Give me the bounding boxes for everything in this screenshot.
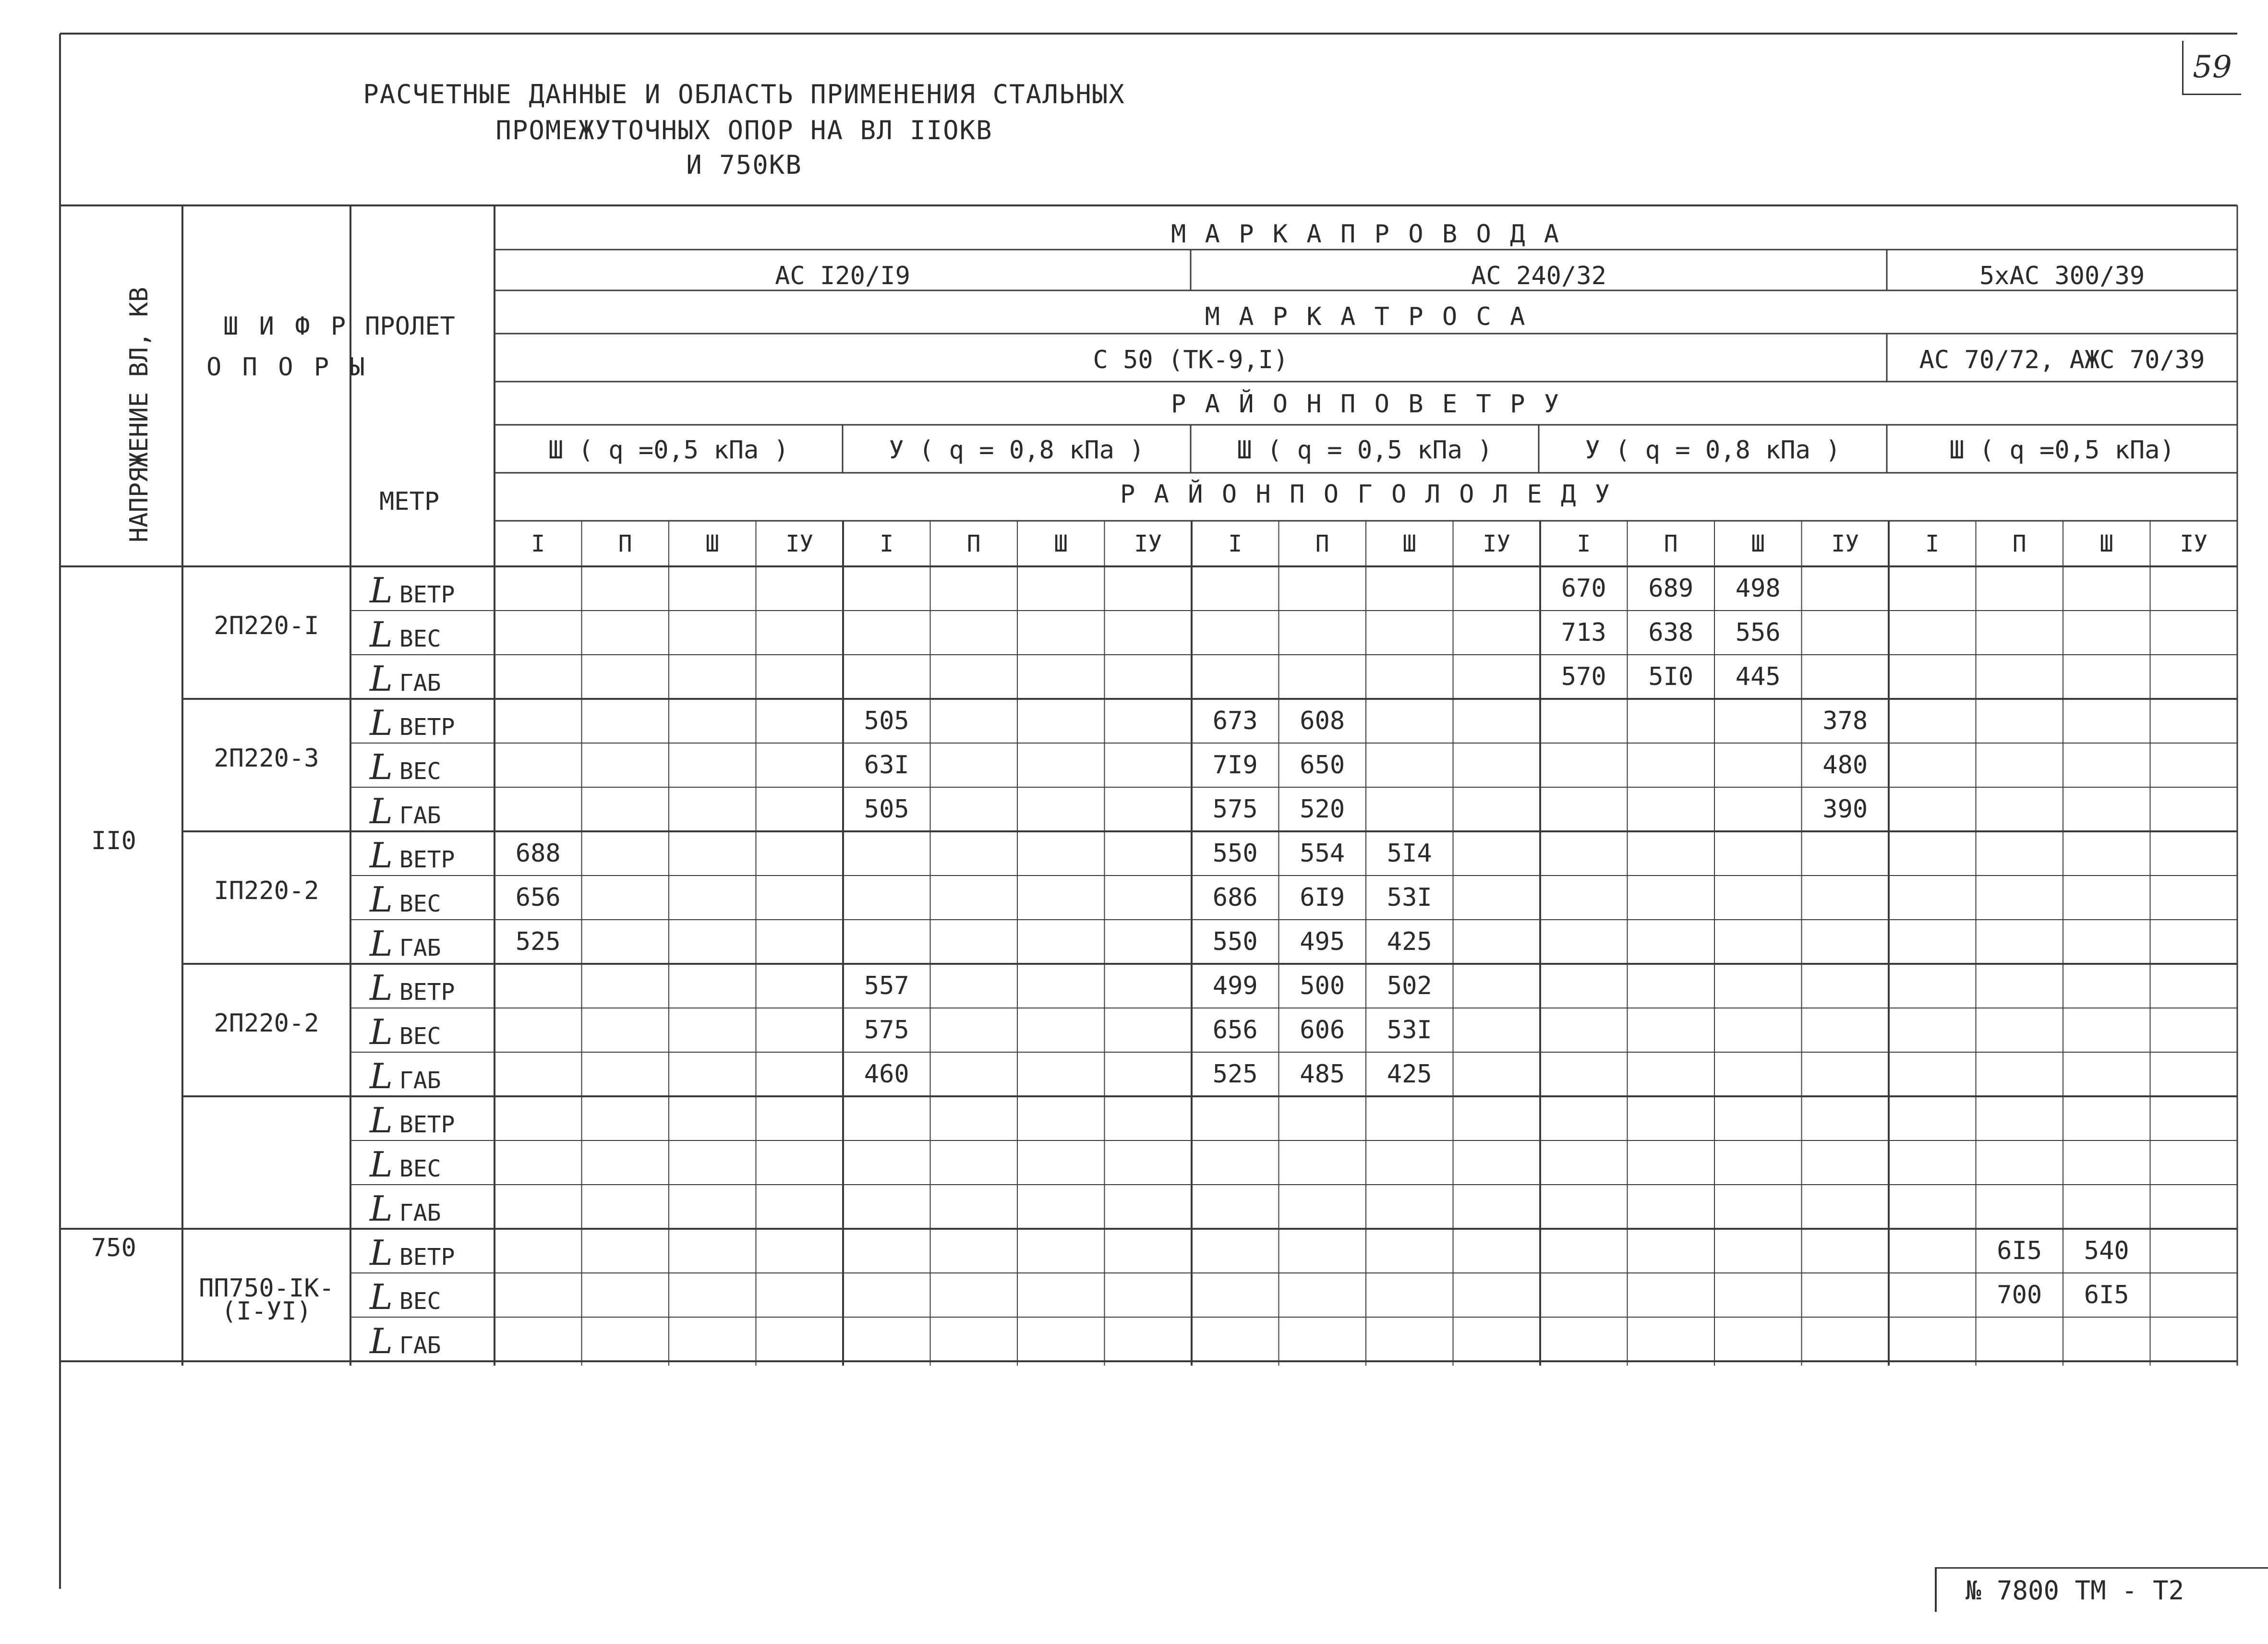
header-voltage: НАПРЯЖЕНИЕ ВЛ, КВ [125,287,154,542]
table-cell-value: 686 [1212,883,1258,912]
table-cell-value: 480 [1822,751,1868,780]
header-cipher-line2: О П О Р Ы [206,353,368,382]
header-wire-brand: М А Р К А П Р О В О Д А [1170,220,1561,249]
ice-col-header: I [880,530,894,557]
span-type: ГАБ [399,802,441,829]
span-symbol: L [370,1188,393,1229]
ice-col-header: I [1228,530,1243,557]
span-row-label [370,1056,441,1096]
table-cell-value: 53I [1387,1016,1432,1044]
span-symbol: L [370,1321,393,1361]
span-symbol: L [370,1144,393,1185]
table-cell-value: 425 [1387,927,1432,956]
span-row-label [370,747,441,787]
span-row-label [370,924,441,964]
table-cell-value: 502 [1387,972,1432,1000]
span-row-label [370,614,441,655]
header-wire-5ac300: 5хАС 300/39 [1979,262,2145,290]
table-cell-value: 673 [1212,707,1258,735]
span-type: ВЕС [399,890,441,917]
table-cell-value: 378 [1822,707,1868,735]
ice-col-header: Ш [1402,530,1417,557]
span-row-label [370,1321,441,1361]
table-cell-value: 6I5 [2084,1281,2129,1309]
span-symbol: L [370,924,393,964]
table-cell-value: 550 [1212,927,1258,956]
ice-col-header: IУ [2180,530,2208,557]
table-cell-value: 525 [515,927,561,956]
ice-col-header: П [618,530,632,557]
document-stamp: № 7800 ТМ - Т2 [1935,1567,2268,1612]
ice-col-header: Ш [1054,530,1068,557]
ice-col-header: Ш [1751,530,1765,557]
table-cell-value: 5I0 [1648,662,1694,691]
span-row-label [370,1100,455,1140]
header-wind-1: Ш ( q =0,5 кПа ) [548,436,789,465]
title-line-2: ПРОМЕЖУТОЧНЫХ ОПОР НА ВЛ IIOКВ [495,115,993,145]
header-wire-ac120: АС I20/I9 [775,262,910,290]
span-symbol: L [370,659,393,699]
table-cell-value: 505 [864,707,909,735]
table-cell-value: 500 [1300,972,1345,1000]
span-row-label [370,835,455,876]
span-row-label [370,791,441,831]
span-symbol: L [370,1233,393,1273]
span-row-label [370,703,455,743]
table-cell-value: 499 [1212,972,1258,1000]
span-row-label [370,968,455,1008]
table-cell-value: 485 [1300,1060,1345,1089]
table-cell-value: 525 [1212,1060,1258,1089]
table-cell-value: 7I9 [1212,751,1258,780]
ice-col-header: П [1664,530,1678,557]
header-wind-4: У ( q = 0,8 кПа ) [1585,436,1841,465]
span-row-label [370,659,441,699]
table-cell-value: 638 [1648,618,1694,647]
ice-col-header: П [966,530,981,557]
span-type: ВЕТР [399,1111,455,1138]
span-symbol: L [370,570,393,611]
span-type: ВЕС [399,1155,441,1182]
span-symbol: L [370,1056,393,1096]
header-wind-3: Ш ( q = 0,5 кПа ) [1237,436,1493,465]
table-cell-value: 606 [1300,1016,1345,1044]
ice-col-header: I [1577,530,1591,557]
span-type: ГАБ [399,935,441,961]
table-cell-value: 63I [864,751,909,780]
span-type: ВЕС [399,1288,441,1315]
table-cell-value: 656 [1212,1016,1258,1044]
span-row-label [370,1277,441,1317]
span-symbol: L [370,703,393,743]
title-line-3: И 750КВ [686,150,802,180]
span-row-label [370,1012,441,1052]
table-cell-value: 425 [1387,1060,1432,1089]
ice-col-header: Ш [705,530,720,557]
header-wind-2: У ( q = 0,8 кПа ) [889,436,1145,465]
page-number: 59 [2182,41,2241,95]
table-cell-value: 700 [1997,1281,2042,1309]
voltage-value: II0 [91,827,136,855]
span-symbol: L [370,835,393,876]
header-meter: МЕТР [379,487,440,516]
header-wind-region: Р А Й О Н П О В Е Т Р У [1170,390,1561,419]
span-type: ГАБ [399,1200,441,1226]
header-wind-5: Ш ( q =0,5 кПа) [1949,436,2175,465]
table-cell-value: 556 [1735,618,1781,647]
support-cipher: IП220-2 [214,876,319,905]
support-cipher: 2П220-I [214,612,319,640]
ice-col-header: IУ [1483,530,1511,557]
support-cipher: 2П220-3 [214,744,319,773]
table-cell-value: 554 [1300,839,1345,868]
span-type: ВЕТР [399,1244,455,1271]
table-cell-value: 575 [864,1016,909,1044]
ice-col-header: I [1925,530,1940,557]
table-cell-value: 498 [1735,574,1781,603]
table-cell-value: 557 [864,972,909,1000]
table-cell-value: 495 [1300,927,1345,956]
span-row-label [370,879,441,920]
header-cable-ac70: АС 70/72, АЖС 70/39 [1919,346,2205,374]
ice-col-header: IУ [785,530,814,557]
table-cell-value: 550 [1212,839,1258,868]
table-cell-value: 540 [2084,1236,2129,1265]
title-line-1: РАСЧЕТНЫЕ ДАННЫЕ И ОБЛАСТЬ ПРИМЕНЕНИЯ СТАЛЬНЫХ [363,79,1125,109]
span-type: ВЕС [399,1023,441,1050]
ice-col-header: IУ [1831,530,1859,557]
span-symbol: L [370,791,393,831]
span-row-label [370,570,455,611]
ice-col-header: П [1315,530,1329,557]
span-row-label [370,1144,441,1185]
table-cell-value: 608 [1300,707,1345,735]
header-cable-c50: С 50 (ТК-9,I) [1093,346,1289,374]
table-cell-value: 445 [1735,662,1781,691]
header-span: ПРОЛЕТ [365,312,455,341]
table-cell-value: 390 [1822,795,1868,824]
span-symbol: L [370,614,393,655]
ice-col-header: Ш [2099,530,2114,557]
span-type: ВЕТР [399,979,455,1006]
support-cipher: ПП750-IК- (I-УI) [199,1274,334,1326]
span-symbol: L [370,1012,393,1052]
span-symbol: L [370,1100,393,1140]
span-symbol: L [370,747,393,787]
table-cell-value: 670 [1561,574,1606,603]
table-cell-value: 6I9 [1300,883,1345,912]
table-cell-value: 460 [864,1060,909,1089]
voltage-value: 750 [91,1234,136,1262]
span-type: ГАБ [399,1332,441,1359]
span-symbol: L [370,879,393,920]
ice-col-header: I [531,530,545,557]
table-cell-value: 713 [1561,618,1606,647]
support-cipher: 2П220-2 [214,1009,319,1038]
span-row-label [370,1188,441,1229]
span-row-label [370,1233,455,1273]
header-ice-region: Р А Й О Н П О Г О Л О Л Е Д У [1120,480,1612,509]
table-cell-value: 6I5 [1997,1236,2042,1265]
ice-col-header: IУ [1134,530,1162,557]
span-type: ГАБ [399,670,441,696]
table-cell-value: 656 [515,883,561,912]
table-cell-value: 650 [1300,751,1345,780]
table-cell-value: 505 [864,795,909,824]
span-type: ВЕТР [399,846,455,873]
span-type: ВЕТР [399,581,455,608]
table-cell-value: 570 [1561,662,1606,691]
span-symbol: L [370,1277,393,1317]
table-cell-value: 520 [1300,795,1345,824]
span-type: ВЕТР [399,714,455,741]
header-wire-ac240: АС 240/32 [1471,262,1606,290]
header-cipher-line1: Ш И Ф Р [223,312,349,341]
ice-col-header: П [2012,530,2027,557]
table-cell-value: 5I4 [1387,839,1432,868]
span-type: ГАБ [399,1067,441,1094]
table-cell-value: 688 [515,839,561,868]
table-cell-value: 689 [1648,574,1694,603]
header-cable-brand: М А Р К А Т Р О С А [1205,302,1527,331]
table-cell-value: 53I [1387,883,1432,912]
span-type: ВЕС [399,758,441,785]
span-symbol: L [370,968,393,1008]
span-type: ВЕС [399,625,441,652]
table-cell-value: 575 [1212,795,1258,824]
